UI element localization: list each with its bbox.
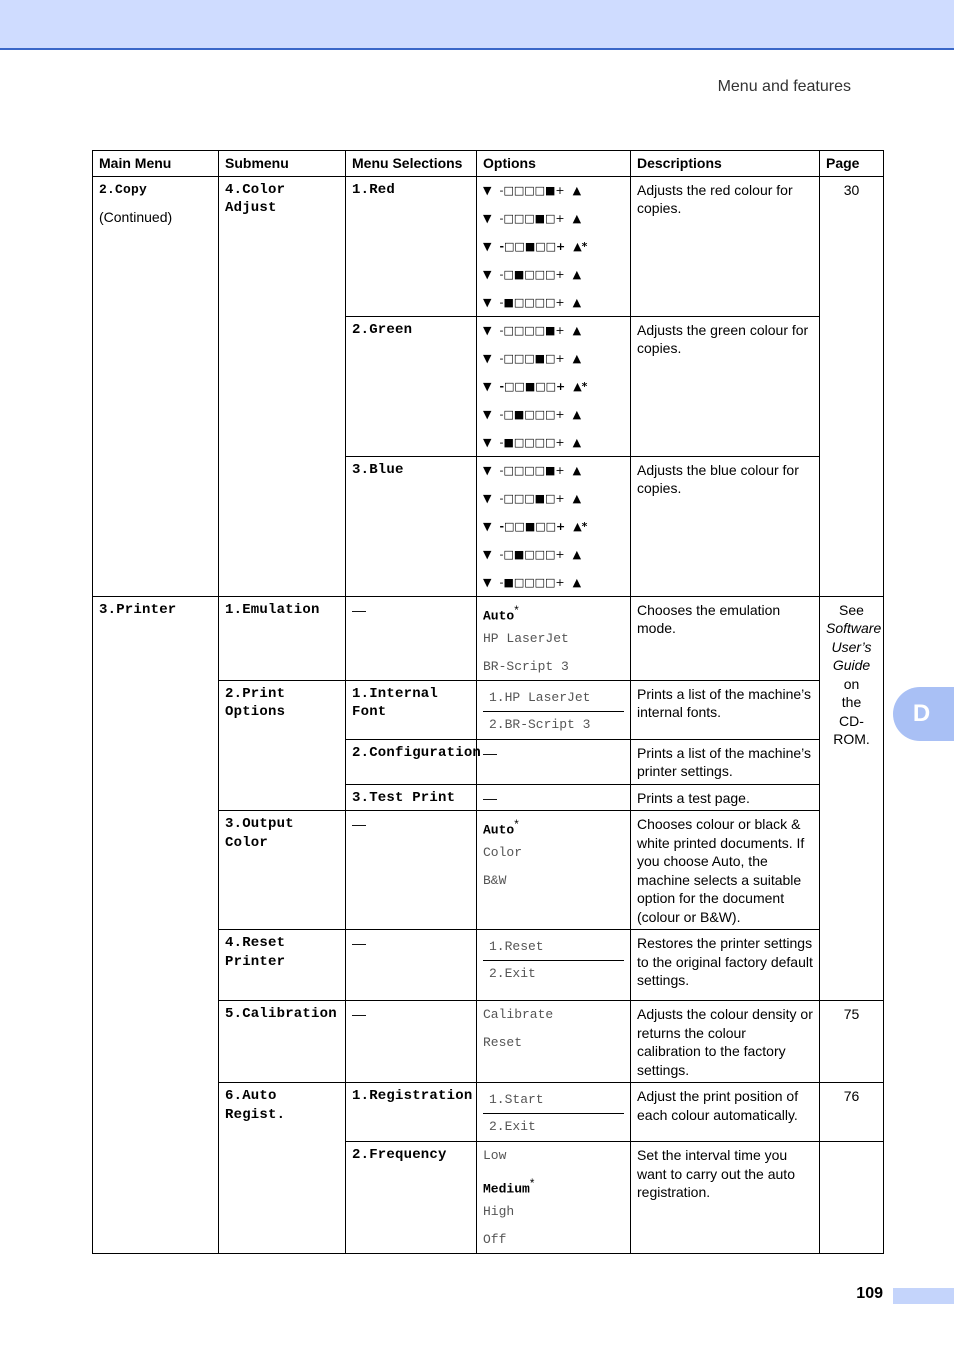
down-arrow-icon: ▼ — [483, 267, 492, 281]
table-row — [93, 596, 884, 680]
down-arrow-icon: ▼ — [483, 407, 492, 421]
up-arrow-icon: ▲ — [572, 351, 582, 365]
options-blue — [477, 456, 631, 596]
running-header: Menu and features — [717, 78, 851, 95]
slider-level — [483, 517, 624, 545]
options-internal-font: 1.HP LaserJet 2.BR-Script 3 — [477, 680, 631, 739]
submenu-reset-printer: 4.Reset Printer — [219, 930, 346, 1001]
selection-blue: 3.Blue — [346, 456, 477, 596]
up-arrow-icon: ▲ — [572, 267, 582, 281]
options-output-color: Auto* Color B&W — [477, 811, 631, 930]
slider-level-text: -■□□□□+ — [499, 435, 565, 449]
down-arrow-icon: ▼ — [483, 323, 492, 337]
slider-level — [483, 321, 624, 349]
selection-green: 2.Green — [346, 316, 477, 456]
desc-green: Adjusts the green colour for copies. — [631, 316, 820, 456]
selection-frequency: 2.Frequency — [346, 1142, 477, 1254]
slider-level — [483, 237, 624, 265]
options-frequency: Low Medium* High Off — [477, 1142, 631, 1254]
slider-level — [483, 181, 624, 209]
slider-level — [483, 349, 624, 377]
options-red — [477, 176, 631, 316]
up-arrow-icon: ▲* — [573, 239, 588, 253]
options-dash: — — [477, 784, 631, 811]
slider-level-text: -□■□□□+ — [499, 547, 565, 561]
page-auto-regist: 76 — [820, 1083, 884, 1142]
selection-red: 1.Red — [346, 176, 477, 316]
page-frequency-empty — [820, 1142, 884, 1254]
submenu-calibration: 5.Calibration — [219, 1001, 346, 1083]
submenu-color-adjust: 4.Color Adjust — [219, 176, 346, 596]
page-see-software-guide: See Software User’s Guide on the CD-ROM. — [820, 596, 884, 1001]
options-emulation: Auto* HP LaserJet BR-Script 3 — [477, 596, 631, 680]
selection-configuration: 2.Configuration — [346, 739, 477, 784]
desc-internal-font: Prints a list of the machine’s internal fonts. — [631, 680, 820, 739]
desc-calibration: Adjusts the colour density or returns the colour calibration to the factory settings. — [631, 1001, 820, 1083]
slider-level-text: -□□■□□+ — [499, 379, 566, 393]
selection-dash: — — [346, 811, 477, 930]
desc-reset-printer: Restores the printer settings to the original factory default settings. — [631, 930, 820, 1001]
slider-level — [483, 545, 624, 573]
options-dash: — — [477, 739, 631, 784]
down-arrow-icon: ▼ — [483, 491, 492, 505]
down-arrow-icon: ▼ — [483, 379, 492, 393]
page-copy: 30 — [820, 176, 884, 596]
desc-registration: Adjust the print position of each colour automatically. — [631, 1083, 820, 1142]
up-arrow-icon: ▲ — [572, 463, 582, 477]
slider-level-text: -□□■□□+ — [499, 519, 566, 533]
selection-test-print: 3.Test Print — [346, 784, 477, 811]
up-arrow-icon: ▲ — [572, 323, 582, 337]
slider-level-text: -□□□■□+ — [499, 211, 565, 225]
up-arrow-icon: ▲ — [572, 183, 582, 197]
desc-test-print: Prints a test page. — [631, 784, 820, 811]
desc-output-color: Chooses colour or black & white printed documents. If you choose Auto, the machine selects a suitable option for the document (colour or B&W). — [631, 811, 820, 930]
down-arrow-icon: ▼ — [483, 575, 492, 589]
col-submenu: Submenu — [219, 151, 346, 177]
down-arrow-icon: ▼ — [483, 463, 492, 477]
down-arrow-icon: ▼ — [483, 295, 492, 309]
section-tab-d: D — [893, 687, 954, 741]
page-number: 109 — [856, 1285, 883, 1302]
main-menu-printer: 3.Printer — [93, 596, 219, 1254]
options-reset-printer: 1.Reset 2.Exit — [477, 930, 631, 1001]
slider-level — [483, 405, 624, 433]
selection-dash: — — [346, 930, 477, 1001]
slider-level-text: -□■□□□+ — [499, 407, 565, 421]
down-arrow-icon: ▼ — [483, 519, 492, 533]
submenu-auto-regist: 6.Auto Regist. — [219, 1083, 346, 1254]
page-number-bar — [893, 1288, 954, 1304]
options-calibration: Calibrate Reset — [477, 1001, 631, 1083]
page-calibration: 75 — [820, 1001, 884, 1083]
down-arrow-icon: ▼ — [483, 547, 492, 561]
slider-level-text: -□□□■□+ — [499, 491, 565, 505]
selection-internal-font: 1.Internal Font — [346, 680, 477, 739]
up-arrow-icon: ▲ — [572, 295, 582, 309]
down-arrow-icon: ▼ — [483, 211, 492, 225]
col-page: Page — [820, 151, 884, 177]
slider-level-text: -□□■□□+ — [499, 239, 566, 253]
main-menu-copy: 2.Copy (Continued) — [93, 176, 219, 596]
desc-emulation: Chooses the emulation mode. — [631, 596, 820, 680]
up-arrow-icon: ▲* — [573, 379, 588, 393]
slider-level — [483, 489, 624, 517]
selection-dash: — — [346, 1001, 477, 1083]
down-arrow-icon: ▼ — [483, 239, 492, 253]
col-menu-selections: Menu Selections — [346, 151, 477, 177]
desc-frequency: Set the interval time you want to carry out the auto registration. — [631, 1142, 820, 1254]
submenu-emulation: 1.Emulation — [219, 596, 346, 680]
slider-level — [483, 433, 624, 453]
up-arrow-icon: ▲ — [572, 547, 582, 561]
col-options: Options — [477, 151, 631, 177]
up-arrow-icon: ▲ — [572, 491, 582, 505]
menu-table — [92, 150, 884, 1254]
slider-level-text: -□□□□■+ — [499, 463, 565, 477]
slider-level-text: -□■□□□+ — [499, 267, 565, 281]
up-arrow-icon: ▲ — [572, 211, 582, 225]
col-descriptions: Descriptions — [631, 151, 820, 177]
slider-level-text: -□□□□■+ — [499, 323, 565, 337]
up-arrow-icon: ▲ — [572, 435, 582, 449]
slider-level — [483, 461, 624, 489]
table-header-row — [93, 151, 884, 177]
options-green — [477, 316, 631, 456]
slider-level-text: -■□□□□+ — [499, 295, 565, 309]
desc-red: Adjusts the red colour for copies. — [631, 176, 820, 316]
desc-blue: Adjusts the blue colour for copies. — [631, 456, 820, 596]
up-arrow-icon: ▲ — [572, 575, 582, 589]
up-arrow-icon: ▲ — [572, 407, 582, 421]
top-band — [0, 0, 954, 50]
slider-level — [483, 209, 624, 237]
slider-level — [483, 573, 624, 593]
down-arrow-icon: ▼ — [483, 351, 492, 365]
slider-level — [483, 265, 624, 293]
submenu-output-color: 3.Output Color — [219, 811, 346, 930]
table-row — [93, 176, 884, 316]
slider-level — [483, 377, 624, 405]
down-arrow-icon: ▼ — [483, 435, 492, 449]
selection-registration: 1.Registration — [346, 1083, 477, 1142]
options-registration: 1.Start 2.Exit — [477, 1083, 631, 1142]
slider-level-text: -□□□■□+ — [499, 351, 565, 365]
up-arrow-icon: ▲* — [573, 519, 588, 533]
submenu-print-options: 2.Print Options — [219, 680, 346, 811]
desc-configuration: Prints a list of the machine’s printer settings. — [631, 739, 820, 784]
slider-level — [483, 293, 624, 313]
slider-level-text: -■□□□□+ — [499, 575, 565, 589]
down-arrow-icon: ▼ — [483, 183, 492, 197]
slider-level-text: -□□□□■+ — [499, 183, 565, 197]
selection-dash: — — [346, 596, 477, 680]
col-main-menu: Main Menu — [93, 151, 219, 177]
